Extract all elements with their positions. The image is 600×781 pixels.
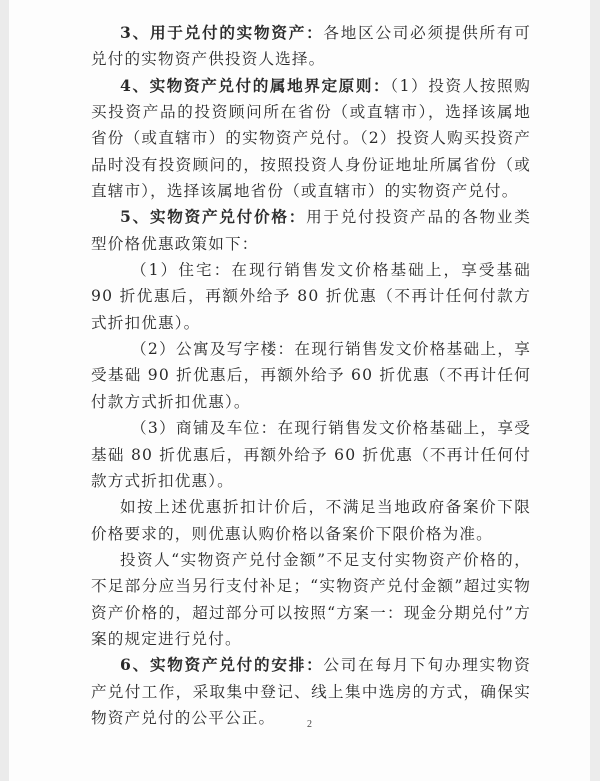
paragraph-5-redemption-price <box>91 204 531 257</box>
price-note-filing-floor <box>91 494 531 547</box>
scan-left-edge <box>0 0 9 781</box>
paragraph-text: 如按上述优惠折扣计价后，不满足当地政府备案价下限价格要求的，则优惠认购价格以备案价下限价格为准。 <box>91 498 531 543</box>
document-page <box>9 0 590 781</box>
paragraph-text: 各地区公司必须提供所有可兑付的实物资产供投资人选择。 <box>91 24 531 69</box>
paragraph-text: 投资人“实物资产兑付金额”不足支付实物资产价格的，不足部分应当另行支付补足；“实物资产兑付金额”超过实物资产价格的，超过部分可以按照“方案一：现金分期兑付”方案的规定进行兑付。 <box>91 550 531 648</box>
price-note-shortfall-excess <box>91 547 531 652</box>
scan-right-edge <box>590 0 600 781</box>
paragraph-4-jurisdiction-principle <box>91 73 531 205</box>
paragraph-heading: 5、实物资产兑付价格： <box>120 207 307 227</box>
paragraph-heading: 6、实物资产兑付的安排： <box>120 655 324 675</box>
paragraph-text: 用于兑付投资产品的各物业类型价格优惠政策如下： <box>91 208 531 253</box>
paragraph-text: （1）住宅：在现行销售发文价格基础上，享受基础 90 折优惠后，再额外给予 80 折优惠（不再计任何付款方式折扣优惠）。 <box>91 261 531 332</box>
paragraph-text: （2）公寓及写字楼：在现行销售发文价格基础上，享受基础 90 折优惠后，再额外给予 60 折优惠（不再计任何付款方式折扣优惠）。 <box>91 340 531 411</box>
paragraph-3-physical-assets <box>91 20 531 73</box>
paragraph-text: （1）投资人按照购买投资产品的投资顾问所在省份（或直辖市），选择该属地省份（或直辖市）的实物资产兑付。（2）投资人购买投资产品时没有投资顾问的，按照投资人身份证地址所属省份（或直辖市），选择该属地省份（或直辖市）的实物资产兑付。 <box>91 76 531 201</box>
price-item-shop-parking <box>91 415 531 494</box>
page-number: 2 <box>307 719 312 730</box>
paragraph-text: 公司在每月下旬办理实物资产兑付工作，采取集中登记、线上集中选房的方式，确保实物资产兑付的公平公正。 <box>91 656 531 727</box>
paragraph-text: （3）商铺及车位：在现行销售发文价格基础上，享受基础 80 折优惠后，再额外给予 60 折优惠（不再计任何付款方式折扣优惠）。 <box>91 419 531 490</box>
document-body <box>91 20 531 731</box>
price-item-apartment-office <box>91 336 531 415</box>
paragraph-heading: 3、用于兑付的实物资产： <box>120 23 324 42</box>
price-item-residential <box>91 257 531 336</box>
paragraph-heading: 4、实物资产兑付的属地界定原则： <box>120 75 391 95</box>
